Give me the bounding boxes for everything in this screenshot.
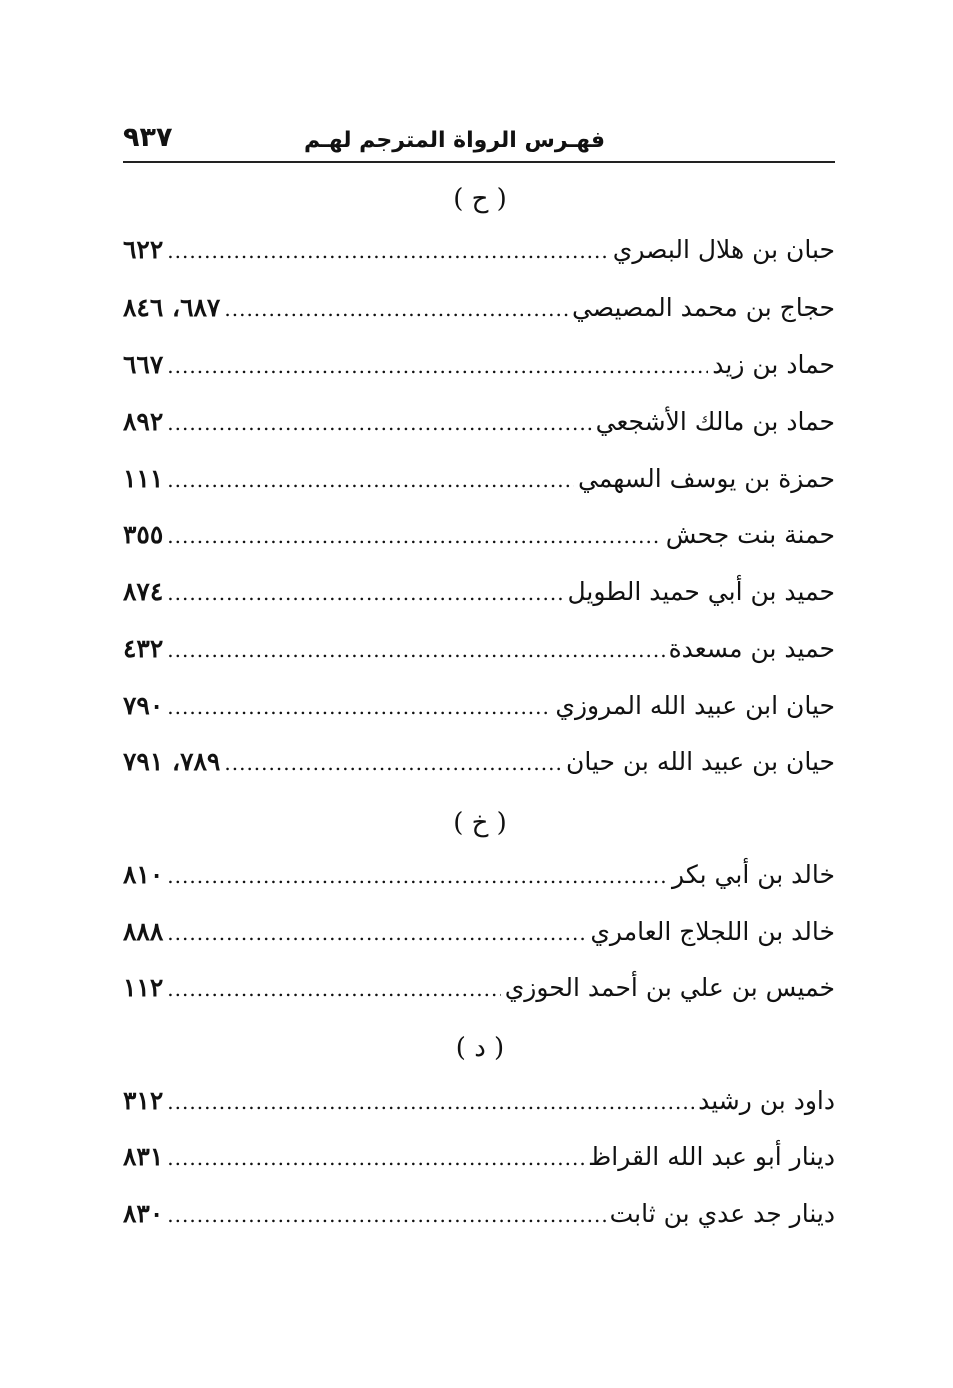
dot-leader [167,231,608,271]
index-entry [123,686,835,726]
index-entry [123,1194,835,1234]
dot-leader [167,1082,694,1122]
entry-name: حيان ابن عبيد الله المروزي [555,691,835,720]
dot-leader [167,687,551,727]
dot-leader [167,403,591,443]
entry-pages: ١١٢ [123,973,164,1002]
entry-pages: ٨١٠ [123,860,164,889]
entry-pages: ٧٩٠ [123,691,164,720]
entry-pages: ٤٣٢ [123,634,164,663]
index-entry [123,572,835,612]
entry-pages: ٨٧٤ [123,577,164,606]
section-heading-kha: ( خ ) [453,808,507,838]
dot-leader [224,289,568,329]
entry-name: حجاج بن محمد المصيصي [571,293,835,322]
entry-name: خميس بن علي بن أحمد الحوزي [504,973,835,1002]
entry-pages: ٨٣١ [123,1142,164,1171]
entry-pages: ٦٨٧، ٨٤٦ [123,293,221,322]
entry-pages: ٣٥٥ [123,520,164,549]
dot-leader [167,460,574,500]
index-entry [123,402,835,442]
index-entry [123,345,835,385]
section-heading-ha: ( ح ) [453,184,507,214]
index-entry [123,855,835,895]
entry-name: حميد بن مسعدة [668,634,835,663]
section-heading-dal: ( د ) [455,1033,505,1063]
dot-leader [224,743,562,783]
page-title: فهـرس الرواة المترجم لهـم [303,128,605,153]
entry-name: حيان بن عبيد الله بن حيان [565,747,835,776]
dot-leader [167,969,500,1009]
entry-pages: ٧٨٩، ٧٩١ [123,747,221,776]
index-entry [123,629,835,669]
dot-leader [167,346,708,386]
index-entry [123,459,835,499]
entry-pages: ٣١٢ [123,1086,164,1115]
dot-leader [167,516,661,556]
entry-name: دينار أبو عبد الله القراظ [588,1142,835,1171]
index-entry [123,1137,835,1177]
page-header [123,118,835,160]
entry-name: دينار جد عدي بن ثابت [609,1199,835,1228]
entry-pages: ١١١ [123,464,164,493]
entry-pages: ٨٨٨ [123,917,164,946]
dot-leader [167,1138,584,1178]
entry-name: حماد بن زيد [712,350,835,379]
index-entry [123,515,835,555]
dot-leader [167,913,586,953]
entry-pages: ٦٢٢ [123,235,164,264]
header-divider [123,161,835,163]
dot-leader [167,630,664,670]
entry-name: حمنة بنت جحش [665,520,835,549]
dot-leader [167,573,563,613]
entry-pages: ٦٦٧ [123,350,164,379]
entry-pages: ٨٩٢ [123,407,164,436]
entry-name: خالد بن أبي بكر [672,860,835,889]
entry-name: حبان بن هلال البصري [612,235,835,264]
entry-pages: ٨٣٠ [123,1199,164,1228]
dot-leader [167,1195,605,1235]
dot-leader [167,856,668,896]
page-number: ٩٣٧ [123,122,173,153]
index-entry [123,742,835,782]
entry-name: خالد بن اللجلاج العامري [590,917,835,946]
entry-name: حمزة بن يوسف السهمي [577,464,835,493]
entry-name: داود بن رشيد [698,1086,835,1115]
index-entry [123,912,835,952]
index-entry [123,288,835,328]
entry-name: حميد بن أبي حميد الطويل [567,577,835,606]
index-entry [123,968,835,1008]
entry-name: حماد بن مالك الأشجعي [595,407,835,436]
index-entry [123,230,835,270]
index-entry [123,1081,835,1121]
